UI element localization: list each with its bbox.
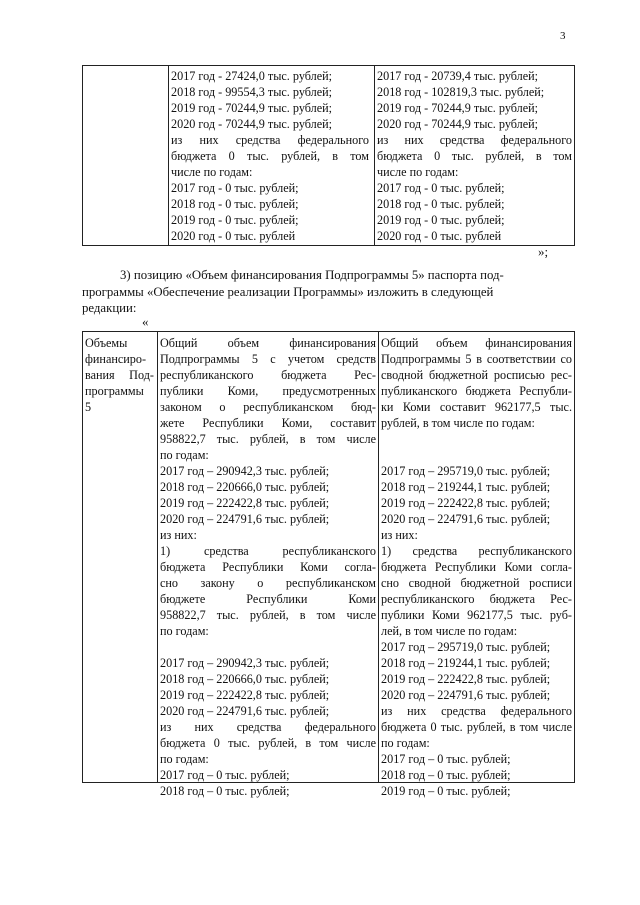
closing-quote: »; bbox=[538, 244, 549, 259]
cell-line: бюджета Республики Коми согла- bbox=[160, 560, 376, 574]
cell-line: по годам: bbox=[160, 448, 209, 462]
cell-line: 2018 год – 219244,1 тыс. рублей; bbox=[381, 480, 551, 494]
cell-line: бюджета 0 тыс. рублей, в том bbox=[377, 149, 572, 163]
cell-line: по годам: bbox=[381, 736, 430, 750]
cell-line: из них средства федерального bbox=[160, 720, 376, 734]
cell-line: 2018 год - 99554,3 тыс. рублей; bbox=[171, 85, 333, 99]
cell-line: сводной бюджетной росписью рес- bbox=[381, 368, 572, 382]
cell-line: 2018 год – 220666,0 тыс. рублей; bbox=[160, 480, 330, 494]
cell-line: 2017 год – 290942,3 тыс. рублей; bbox=[160, 464, 330, 478]
cell-line: сно закону о республиканском bbox=[160, 576, 376, 590]
cell-line: бюджета 0 тыс. рублей, в том bbox=[171, 149, 369, 163]
cell-line: 2018 год - 102819,3 тыс. рублей; bbox=[377, 85, 545, 99]
cell-line: 2019 год - 0 тыс. рублей; bbox=[171, 213, 299, 227]
cell-line: финансиро- bbox=[85, 352, 147, 366]
cell-line: числе по годам: bbox=[171, 165, 253, 179]
cell-line: публиканского бюджета Республи- bbox=[381, 384, 572, 398]
paragraph-line: программы «Обеспечение реализации Программы» изложить в следующей bbox=[82, 285, 494, 299]
cell-line: 2020 год - 70244,9 тыс. рублей; bbox=[377, 117, 539, 131]
cell-line: 2018 год – 0 тыс. рублей; bbox=[381, 768, 511, 782]
cell-line: 1) средства республиканского bbox=[160, 544, 376, 558]
cell-line: 2020 год – 224791,6 тыс. рублей; bbox=[160, 704, 330, 718]
cell-line: 2020 год - 0 тыс. рублей bbox=[377, 229, 502, 243]
cell-line: бюджета Республики Коми согла- bbox=[381, 560, 572, 574]
cell-line: публики Коми 962177,5 тыс. руб- bbox=[381, 608, 572, 622]
cell-line: 2017 год - 20739,4 тыс. рублей; bbox=[377, 69, 539, 83]
cell-line: по годам: bbox=[160, 752, 209, 766]
cell-line: 2019 год – 222422,8 тыс. рублей; bbox=[381, 672, 551, 686]
cell-line: 2019 год – 222422,8 тыс. рублей; bbox=[160, 688, 330, 702]
cell-line: 2019 год - 70244,9 тыс. рублей; bbox=[171, 101, 333, 115]
cell-line: законом о республиканском бюд- bbox=[160, 400, 376, 414]
opening-quote: « bbox=[142, 314, 149, 329]
cell-line: 2017 год – 290942,3 тыс. рублей; bbox=[160, 656, 330, 670]
cell-line: программы bbox=[85, 384, 144, 398]
cell-line: 2017 год – 295719,0 тыс. рублей; bbox=[381, 640, 551, 654]
cell-line: бюджета 0 тыс. рублей, в том числе bbox=[381, 720, 572, 734]
cell-line: 2017 год - 27424,0 тыс. рублей; bbox=[171, 69, 333, 83]
cell-line: ки Коми составит 962177,5 тыс. bbox=[381, 400, 572, 414]
cell-line: 2019 год – 0 тыс. рублей; bbox=[381, 784, 511, 798]
cell-line: по годам: bbox=[160, 624, 209, 638]
cell-line: из них: bbox=[160, 528, 197, 542]
cell-line: 2017 год – 0 тыс. рублей; bbox=[381, 752, 511, 766]
cell-line: лей, в том числе по годам: bbox=[381, 624, 518, 638]
cell-line: вания Под- bbox=[85, 368, 154, 382]
cell-line: Объемы bbox=[85, 336, 128, 350]
cell-line: 958822,7 тыс. рублей, в том числе bbox=[160, 608, 376, 622]
cell-line: республиканского бюджета Рес- bbox=[381, 592, 572, 606]
cell-line: 2019 год – 222422,8 тыс. рублей; bbox=[381, 496, 551, 510]
cell-line: публики Коми, предусмотренных bbox=[160, 384, 376, 398]
cell-line: 2018 год – 0 тыс. рублей; bbox=[160, 784, 290, 798]
cell-line: 2019 год - 0 тыс. рублей; bbox=[377, 213, 505, 227]
cell-line: Подпрограммы 5 с учетом средств bbox=[160, 352, 376, 366]
cell-line: рублей, в том числе по годам: bbox=[381, 416, 535, 430]
cell-line: бюджете Республики Коми bbox=[160, 592, 376, 606]
page-number: 3 bbox=[560, 30, 566, 42]
cell-line: из них средства федерального bbox=[381, 704, 572, 718]
cell-line: Подпрограммы 5 в соответствии со bbox=[381, 352, 572, 366]
cell-line: 2019 год - 70244,9 тыс. рублей; bbox=[377, 101, 539, 115]
cell-line: Общий объем финансирования bbox=[381, 336, 572, 350]
cell-line: 2020 год - 0 тыс. рублей bbox=[171, 229, 296, 243]
cell-line: Общий объем финансирования bbox=[160, 336, 376, 350]
cell-line: 2017 год - 0 тыс. рублей; bbox=[171, 181, 299, 195]
cell-line: 1) средства республиканского bbox=[381, 544, 572, 558]
cell-line: из них: bbox=[381, 528, 418, 542]
cell-line: сно сводной бюджетной росписи bbox=[381, 576, 572, 590]
cell-line: из них средства федерального bbox=[377, 133, 572, 147]
paragraph-line: 3) позицию «Объем финансирования Подпрограммы 5» паспорта под- bbox=[120, 268, 504, 282]
cell-line: 2018 год – 219244,1 тыс. рублей; bbox=[381, 656, 551, 670]
cell-line: 2017 год – 295719,0 тыс. рублей; bbox=[381, 464, 551, 478]
cell-line: 2017 год – 0 тыс. рублей; bbox=[160, 768, 290, 782]
cell-line: числе по годам: bbox=[377, 165, 459, 179]
paragraph-line: редакции: bbox=[82, 301, 137, 315]
cell-line: 2019 год – 222422,8 тыс. рублей; bbox=[160, 496, 330, 510]
cell-line: республиканского бюджета Рес- bbox=[160, 368, 376, 382]
cell-line: 2020 год – 224791,6 тыс. рублей; bbox=[381, 512, 551, 526]
cell-line: жете Республики Коми, составит bbox=[160, 416, 376, 430]
cell-line: 2018 год - 0 тыс. рублей; bbox=[377, 197, 505, 211]
cell-line: 2017 год - 0 тыс. рублей; bbox=[377, 181, 505, 195]
cell-line: 5 bbox=[85, 400, 92, 414]
cell-line: 2018 год - 0 тыс. рублей; bbox=[171, 197, 299, 211]
cell-line: бюджета 0 тыс. рублей, в том числе bbox=[160, 736, 376, 750]
cell-line: 2020 год – 224791,6 тыс. рублей; bbox=[160, 512, 330, 526]
cell-line: 958822,7 тыс. рублей, в том числе bbox=[160, 432, 376, 446]
cell-line: 2020 год – 224791,6 тыс. рублей; bbox=[381, 688, 551, 702]
cell-line: 2018 год – 220666,0 тыс. рублей; bbox=[160, 672, 330, 686]
cell-line: из них средства федерального bbox=[171, 133, 369, 147]
cell-line: 2020 год - 70244,9 тыс. рублей; bbox=[171, 117, 333, 131]
